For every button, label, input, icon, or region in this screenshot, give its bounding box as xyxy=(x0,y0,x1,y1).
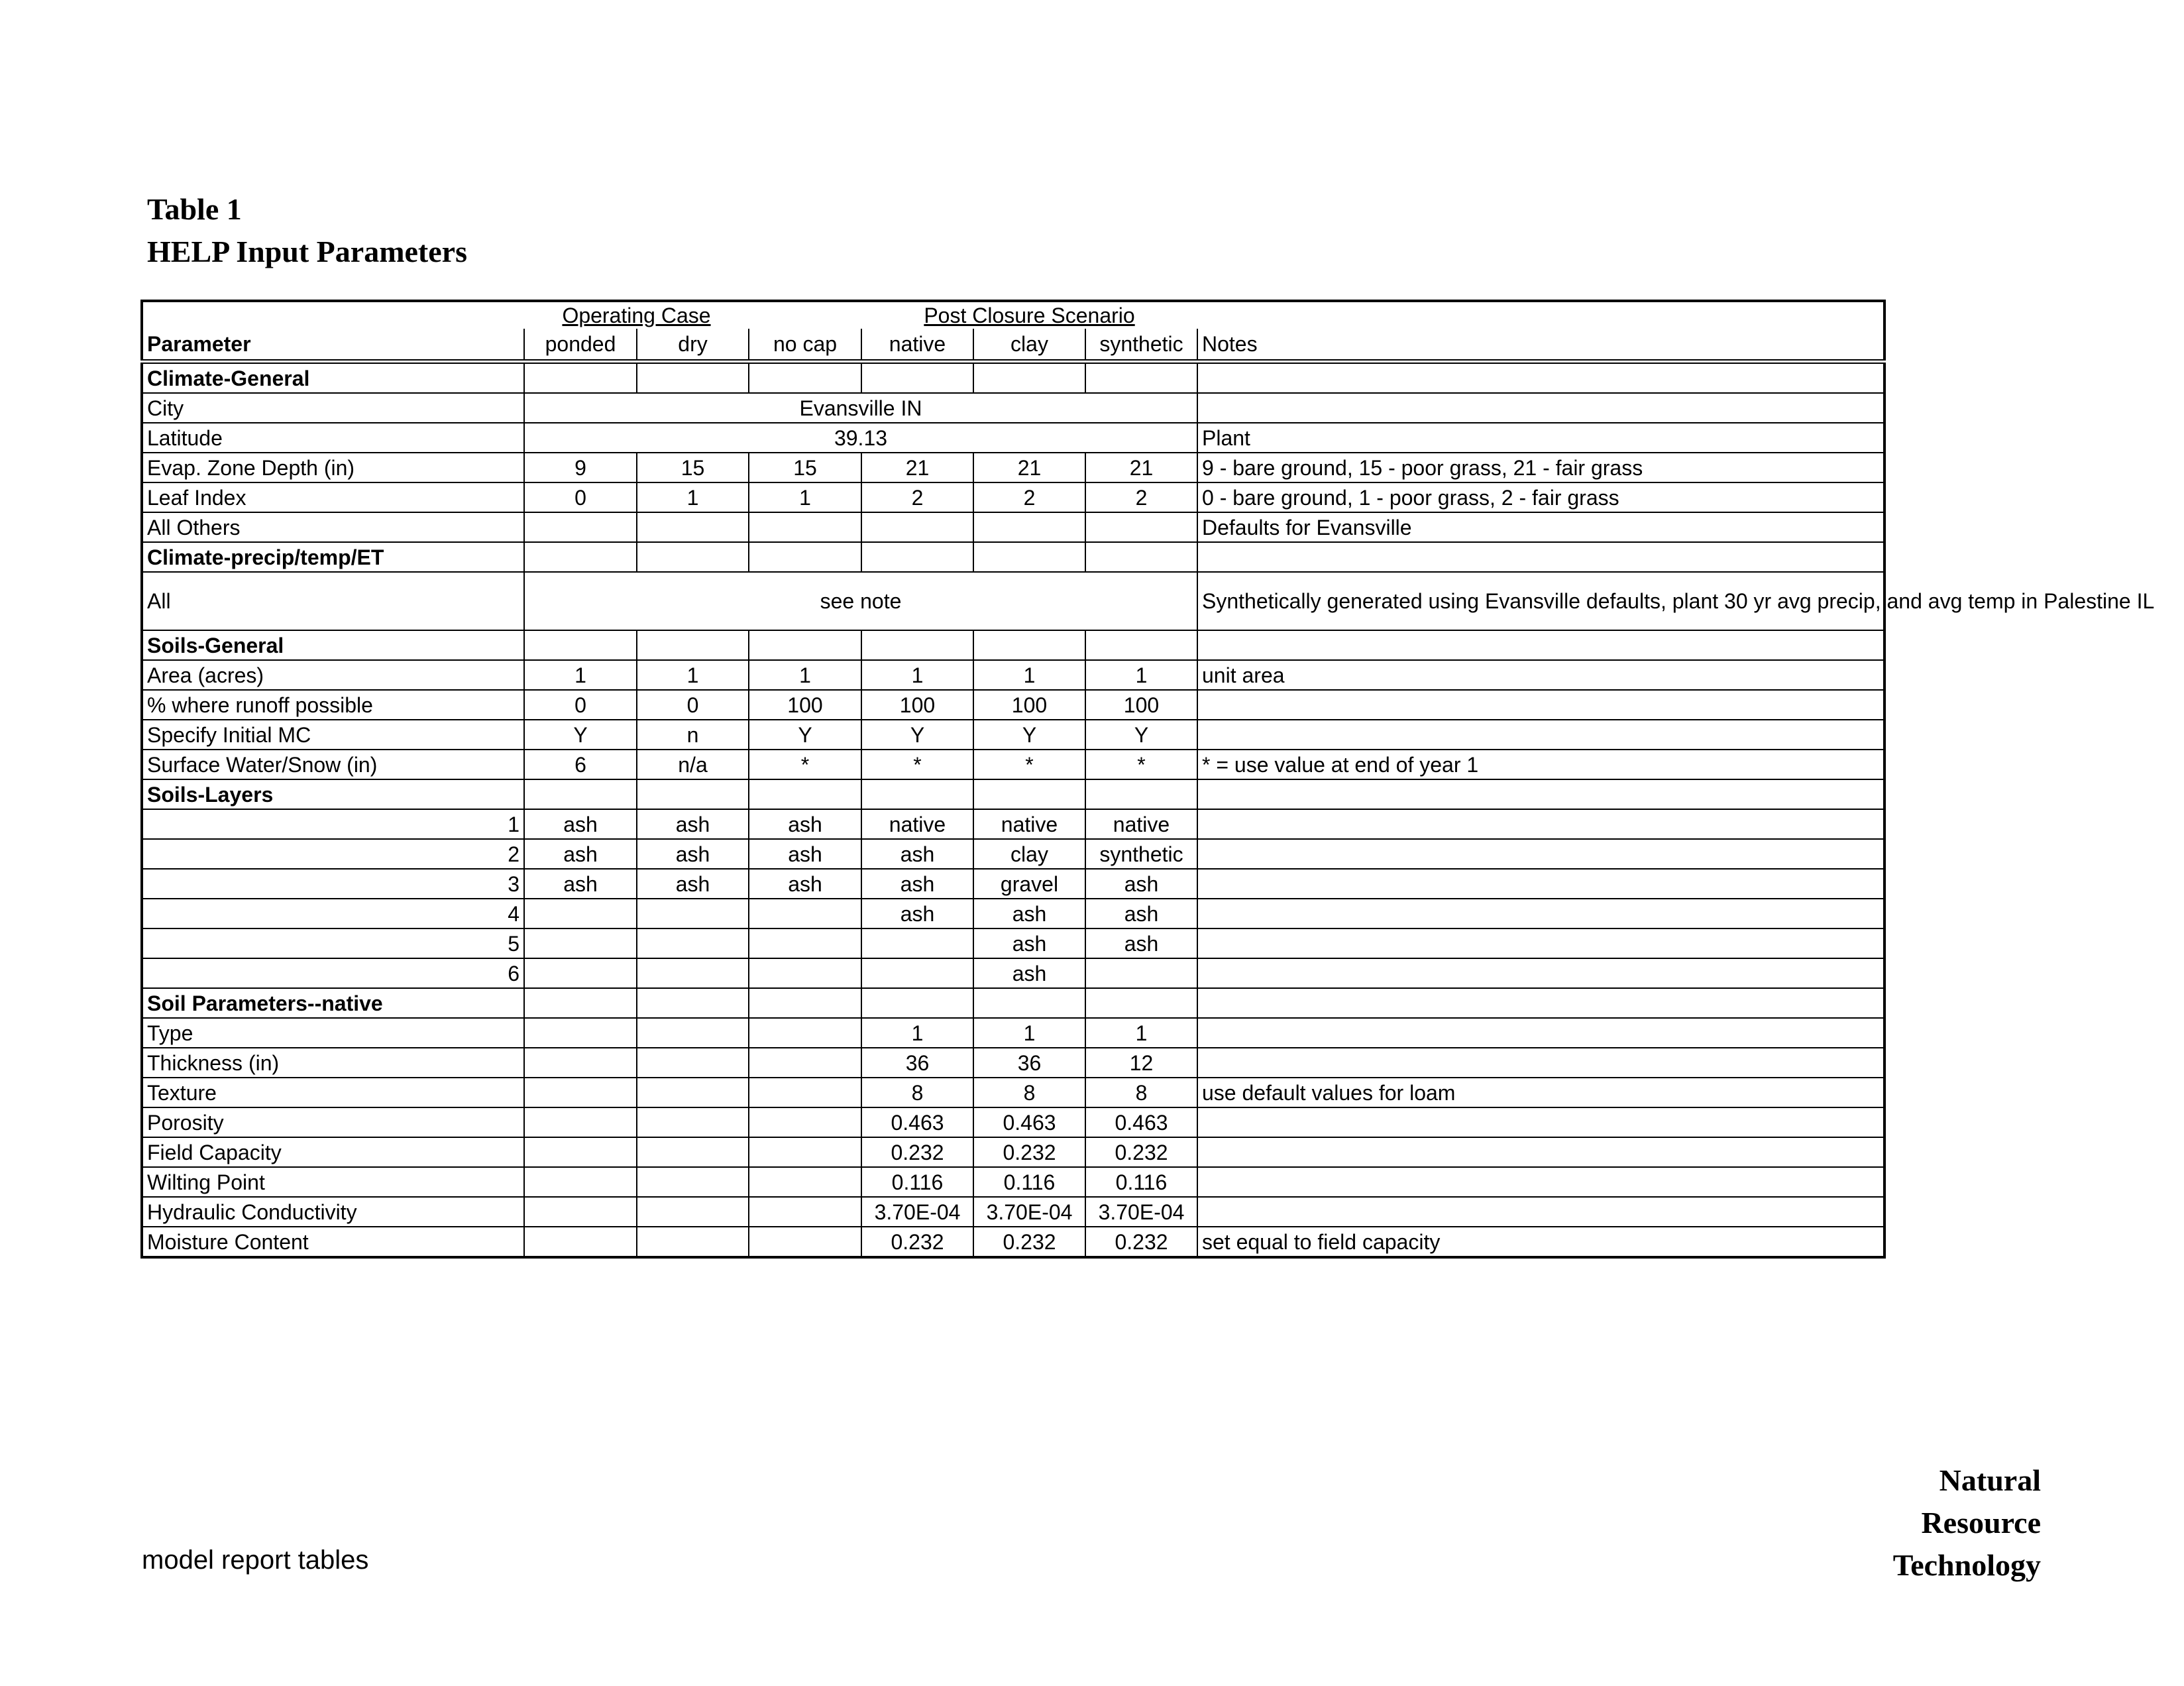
param-note xyxy=(1197,1107,1884,1137)
table-row xyxy=(142,1018,1884,1048)
cell: 1 xyxy=(524,660,637,690)
cell: 1 xyxy=(637,660,749,690)
cell: 1 xyxy=(749,660,861,690)
cell: ash xyxy=(637,869,749,899)
param-label: City xyxy=(142,393,524,423)
param-label: Latitude xyxy=(142,423,524,453)
cell xyxy=(637,1107,749,1137)
table-row xyxy=(142,720,1884,750)
table-row xyxy=(142,572,1884,630)
cell: 1 xyxy=(1085,1018,1197,1048)
cell: 1 xyxy=(1085,660,1197,690)
cell xyxy=(524,1167,637,1197)
cell: 9 xyxy=(524,453,637,482)
param-note: Synthetically generated using Evansville defaults, plant 30 yr avg precip, and avg temp in Palestine IL xyxy=(1197,572,1884,630)
column-header-row xyxy=(142,329,1884,362)
cell xyxy=(861,958,973,988)
param-label: Evap. Zone Depth (in) xyxy=(142,453,524,482)
param-note xyxy=(1197,1197,1884,1227)
cell: Y xyxy=(1085,720,1197,750)
cell xyxy=(749,1167,861,1197)
cell: 2 xyxy=(1085,482,1197,512)
cell: clay xyxy=(973,839,1085,869)
cell: Y xyxy=(973,720,1085,750)
notes-header: Notes xyxy=(1197,329,1884,362)
param-label: Hydraulic Conductivity xyxy=(142,1197,524,1227)
brand-line: Natural xyxy=(1939,1463,2041,1497)
table-row xyxy=(142,482,1884,512)
cell xyxy=(749,928,861,958)
section-row xyxy=(142,630,1884,660)
param-value: 39.13 xyxy=(524,423,1197,453)
cell: 0.116 xyxy=(861,1167,973,1197)
table-row xyxy=(142,750,1884,779)
param-note: * = use value at end of year 1 xyxy=(1197,750,1884,779)
table-row xyxy=(142,869,1884,899)
param-note: set equal to field capacity xyxy=(1197,1227,1884,1257)
cell: ash xyxy=(861,899,973,928)
cell xyxy=(749,1197,861,1227)
cell: ash xyxy=(749,869,861,899)
cell xyxy=(749,1227,861,1257)
cell xyxy=(637,1167,749,1197)
cell: 1 xyxy=(861,1018,973,1048)
table-row xyxy=(142,1048,1884,1078)
param-label: Wilting Point xyxy=(142,1167,524,1197)
cell: gravel xyxy=(973,869,1085,899)
cell xyxy=(861,928,973,958)
cell: 1 xyxy=(973,1018,1085,1048)
brand-line: Resource xyxy=(1921,1506,2041,1540)
cell: ash xyxy=(861,839,973,869)
cell: * xyxy=(1085,750,1197,779)
col-header-no-cap: no cap xyxy=(749,329,861,362)
param-note: 0 - bare ground, 1 - poor grass, 2 - fair grass xyxy=(1197,482,1884,512)
table-row xyxy=(142,899,1884,928)
cell: 3.70E-04 xyxy=(1085,1197,1197,1227)
param-note: Defaults for Evansville xyxy=(1197,512,1884,542)
cell: ash xyxy=(1085,869,1197,899)
section-row xyxy=(142,779,1884,809)
cell: * xyxy=(749,750,861,779)
cell xyxy=(637,1018,749,1048)
operating-case-group: Operating Case xyxy=(562,304,711,327)
cell xyxy=(637,1197,749,1227)
cell xyxy=(637,928,749,958)
param-note xyxy=(1197,1018,1884,1048)
cell: ash xyxy=(1085,928,1197,958)
cell: 1 xyxy=(637,482,749,512)
table-row xyxy=(142,690,1884,720)
cell: 3.70E-04 xyxy=(861,1197,973,1227)
section-title: Soils-General xyxy=(142,630,524,660)
param-label: All Others xyxy=(142,512,524,542)
cell xyxy=(637,1137,749,1167)
section-row xyxy=(142,988,1884,1018)
cell: * xyxy=(861,750,973,779)
param-note: 9 - bare ground, 15 - poor grass, 21 - fair grass xyxy=(1197,453,1884,482)
section-title: Climate-General xyxy=(142,362,524,394)
cell: 8 xyxy=(1085,1078,1197,1107)
help-input-parameters-table xyxy=(140,300,2155,1259)
cell xyxy=(749,1107,861,1137)
cell xyxy=(637,1227,749,1257)
cell: ash xyxy=(973,928,1085,958)
param-note xyxy=(1197,1167,1884,1197)
cell: 100 xyxy=(749,690,861,720)
param-note: Plant xyxy=(1197,423,1884,453)
footer-caption: model report tables xyxy=(142,1546,369,1575)
table-row xyxy=(142,1078,1884,1107)
cell: Y xyxy=(861,720,973,750)
cell: ash xyxy=(637,839,749,869)
layer-label: 1 xyxy=(142,809,524,839)
table-row xyxy=(142,453,1884,482)
cell xyxy=(749,1137,861,1167)
col-header-native: native xyxy=(861,329,973,362)
cell: ash xyxy=(524,869,637,899)
cell: 1 xyxy=(973,660,1085,690)
section-title: Soil Parameters--native xyxy=(142,988,524,1018)
cell: 1 xyxy=(749,482,861,512)
cell: 36 xyxy=(861,1048,973,1078)
cell: synthetic xyxy=(1085,839,1197,869)
table-row xyxy=(142,1167,1884,1197)
brand-line: Technology xyxy=(1892,1548,2041,1582)
cell xyxy=(749,958,861,988)
cell: 36 xyxy=(973,1048,1085,1078)
cell: ash xyxy=(973,958,1085,988)
cell: native xyxy=(973,809,1085,839)
layer-label: 3 xyxy=(142,869,524,899)
post-closure-group: Post Closure Scenario xyxy=(924,304,1135,327)
cell: ash xyxy=(637,809,749,839)
cell xyxy=(1085,958,1197,988)
table-row xyxy=(142,928,1884,958)
table-row xyxy=(142,423,1884,453)
param-label: All xyxy=(142,572,524,630)
table-row xyxy=(142,958,1884,988)
cell: ash xyxy=(749,809,861,839)
table-row xyxy=(142,1137,1884,1167)
cell: 2 xyxy=(861,482,973,512)
cell xyxy=(637,1048,749,1078)
cell xyxy=(749,1018,861,1048)
company-name xyxy=(1893,1459,2041,1587)
table-row xyxy=(142,1107,1884,1137)
cell: 21 xyxy=(973,453,1085,482)
cell: 15 xyxy=(749,453,861,482)
param-label: Type xyxy=(142,1018,524,1048)
table-label: Table 1 xyxy=(147,192,242,226)
cell xyxy=(637,899,749,928)
cell xyxy=(524,1107,637,1137)
cell: * xyxy=(973,750,1085,779)
col-header-clay: clay xyxy=(973,329,1085,362)
cell: ash xyxy=(524,809,637,839)
cell: ash xyxy=(1085,899,1197,928)
cell: 0.232 xyxy=(861,1137,973,1167)
cell xyxy=(637,1078,749,1107)
cell: 0.463 xyxy=(861,1107,973,1137)
cell: 0.232 xyxy=(861,1227,973,1257)
cell: 2 xyxy=(973,482,1085,512)
cell: Y xyxy=(524,720,637,750)
param-label: Thickness (in) xyxy=(142,1048,524,1078)
cell xyxy=(524,958,637,988)
column-group-header xyxy=(142,301,1884,329)
param-label: Texture xyxy=(142,1078,524,1107)
cell: 21 xyxy=(1085,453,1197,482)
cell: 0 xyxy=(524,690,637,720)
table-row xyxy=(142,660,1884,690)
cell: ash xyxy=(749,839,861,869)
param-value: see note xyxy=(524,572,1197,630)
cell xyxy=(524,1227,637,1257)
layer-label: 4 xyxy=(142,899,524,928)
param-note: use default values for loam xyxy=(1197,1078,1884,1107)
col-header-synthetic: synthetic xyxy=(1085,329,1197,362)
cell: 12 xyxy=(1085,1048,1197,1078)
cell xyxy=(524,1048,637,1078)
param-label: Field Capacity xyxy=(142,1137,524,1167)
cell: 15 xyxy=(637,453,749,482)
param-label: Moisture Content xyxy=(142,1227,524,1257)
cell: native xyxy=(861,809,973,839)
param-note: unit area xyxy=(1197,660,1884,690)
cell: 0.463 xyxy=(1085,1107,1197,1137)
table-title: HELP Input Parameters xyxy=(147,235,467,268)
layer-label: 6 xyxy=(142,958,524,988)
cell: 8 xyxy=(861,1078,973,1107)
section-title: Climate-precip/temp/ET xyxy=(142,542,524,572)
cell: 6 xyxy=(524,750,637,779)
cell xyxy=(749,1048,861,1078)
param-label: Specify Initial MC xyxy=(142,720,524,750)
cell: ash xyxy=(973,899,1085,928)
table-row xyxy=(142,839,1884,869)
cell: 1 xyxy=(861,660,973,690)
cell xyxy=(524,1137,637,1167)
param-label: Porosity xyxy=(142,1107,524,1137)
cell: 100 xyxy=(973,690,1085,720)
cell: 0.116 xyxy=(1085,1167,1197,1197)
cell: Y xyxy=(749,720,861,750)
param-value: Evansville IN xyxy=(524,393,1197,423)
param-label: Surface Water/Snow (in) xyxy=(142,750,524,779)
cell: 21 xyxy=(861,453,973,482)
table-row xyxy=(142,393,1884,423)
table-row xyxy=(142,1197,1884,1227)
section-row xyxy=(142,542,1884,572)
cell: 0.232 xyxy=(1085,1227,1197,1257)
cell: 8 xyxy=(973,1078,1085,1107)
cell: 0 xyxy=(524,482,637,512)
col-header-ponded: ponded xyxy=(524,329,637,362)
layer-label: 5 xyxy=(142,928,524,958)
cell xyxy=(524,899,637,928)
cell: 100 xyxy=(1085,690,1197,720)
cell: 0.116 xyxy=(973,1167,1085,1197)
section-row xyxy=(142,362,1884,394)
cell xyxy=(749,1078,861,1107)
cell xyxy=(524,1197,637,1227)
param-label: % where runoff possible xyxy=(142,690,524,720)
cell xyxy=(524,928,637,958)
cell: 3.70E-04 xyxy=(973,1197,1085,1227)
param-label: Area (acres) xyxy=(142,660,524,690)
cell: n/a xyxy=(637,750,749,779)
param-note xyxy=(1197,1048,1884,1078)
cell: ash xyxy=(861,869,973,899)
cell: 0.232 xyxy=(973,1137,1085,1167)
cell: 0.232 xyxy=(973,1227,1085,1257)
cell: native xyxy=(1085,809,1197,839)
table-row xyxy=(142,512,1884,542)
cell xyxy=(524,1078,637,1107)
cell xyxy=(524,1018,637,1048)
cell: ash xyxy=(524,839,637,869)
parameter-header: Parameter xyxy=(142,329,524,362)
cell xyxy=(637,958,749,988)
cell: 100 xyxy=(861,690,973,720)
section-title: Soils-Layers xyxy=(142,779,524,809)
param-note xyxy=(1197,1137,1884,1167)
param-label: Leaf Index xyxy=(142,482,524,512)
cell: 0 xyxy=(637,690,749,720)
table-row xyxy=(142,809,1884,839)
table-row xyxy=(142,1227,1884,1257)
cell xyxy=(749,899,861,928)
layer-label: 2 xyxy=(142,839,524,869)
col-header-dry: dry xyxy=(637,329,749,362)
cell: n xyxy=(637,720,749,750)
cell: 0.463 xyxy=(973,1107,1085,1137)
cell: 0.232 xyxy=(1085,1137,1197,1167)
